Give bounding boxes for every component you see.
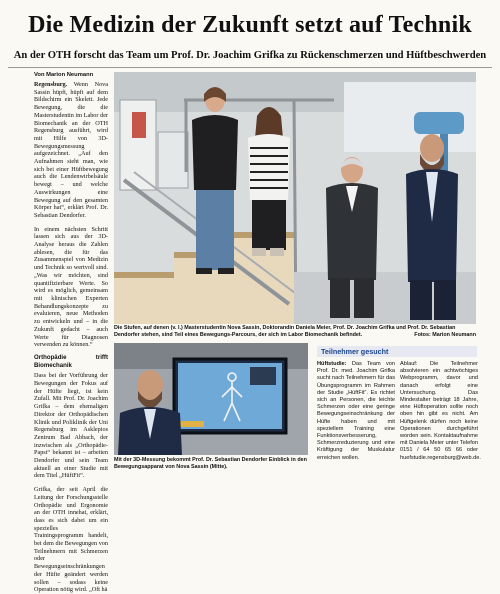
article-paragraph-3: Dass bei der Vorführung der Bewegungen der Fokus auf der Hüfte liegt, ist kein Zufall. Mit Prof. Dr. Joachim Grifka – dem ehemaligen Direktor der Orthopädischen Klinik und Poliklinik der Uni Regensburg im Asklepios Zentrum Bad Abbach, der inzwischen als „Orthopädie-Papst“ bekannt ist – arbeiten Dendorfer und sein Team aktuell an einer Studie mit dem Titel „HüftFit“. — [34, 372, 108, 480]
main-photo — [114, 72, 476, 324]
dateline: Regensburg. — [34, 81, 68, 88]
infobox-column-2 — [400, 361, 481, 462]
main-photo-image — [114, 72, 476, 324]
infobox-lead: Hüftstudie: — [317, 361, 347, 367]
infobox-col1-text: Das Team von Prof. Dr. med. Joachim Grifka sucht nach Teilnehmern für das Übungsprogramm im Rahmen der Studie „HüftFit“. Es richtet sich an Personen, die leichte Schmerzen oder eine geringe Bewegungseinschränkung der Hüfte haben und mit speziellem Training eine Funktionsverbesserung, Schmerzreduzierung und eine Kräftigung der Muskulatur erreichen wollen. — [317, 361, 395, 461]
main-photo-caption — [114, 325, 476, 338]
infobox-col2-text: Ablauf: Die Teilnehmer absolvieren ein achtwöchiges Webprogramm, davor und danach erfolgt eine Untersuchung. Das Mindestalter beträgt 18 Jahre, eine Hüftoperation sollte noch oben hin gibt es nicht. Am Hüftgelenk dürfen noch keine Operationen durchgeführt worden sein. Kontaktaufnahme mit Daniela Meier unter Telefon 0151 / 64 50 65 66 oder huefstudie.regensburg@web.de. — [400, 361, 481, 461]
article-paragraph-1 — [34, 81, 108, 220]
photo-credit: Fotos: Marion Neumann — [414, 331, 476, 338]
small-photo — [114, 343, 308, 455]
headline: Die Medizin der Zukunft setzt auf Technik — [28, 12, 472, 38]
subheadline: An der OTH forscht das Team um Prof. Dr. Joachim Grifka zu Rückenschmerzen und Hüftbeschwerden — [13, 50, 487, 61]
article-subtitle: Orthopädie trifft Biomechanik — [34, 353, 108, 369]
small-photo-caption: Mit der 3D-Messung bekommt Prof. Dr. Sebastian Dendorfer Einblick in den Bewegungsapparat von Nova Sassin (Mitte). — [114, 457, 307, 470]
small-photo-image — [114, 343, 308, 455]
article-paragraph-4: Grifka, der seit April die Leitung der Forschungsstelle Orthopädie und Ergonomie an der OTH innehat, erklärt, dass es sich dabei um ein spezielles Trainingsprogramm handelt, bei dem die Bewegungen von Teilnehmern mit Schmerzen oder Bewegungseinschränkungen der Hüfte geändert werden sollen – sodass keine Operation nötig wird. „Oft hä — [34, 486, 108, 594]
infobox-title: Teilnehmer gesucht — [317, 346, 477, 357]
article-left-column — [34, 81, 108, 594]
header-rule — [8, 67, 492, 68]
article-paragraph-2: In einem nächsten Schritt lassen sich aus der 3D-Analyse heraus die Zahlen ablesen, die für das Zusammenspiel von Medizin und Technik so wertvoll sind. „Was wir möchten, sind quantifizierbare Werte. So wird es möglich, gemeinsam mit klinischen Experten Behandlungskonzepte zu evaluieren, neue Methoden zu entwickeln und – in die Zukunft gedacht – auch Werte für Diagnosen verwenden zu können.“ — [34, 225, 108, 349]
byline: Von Marion Neumann — [34, 72, 94, 78]
infobox-paragraph-1 — [317, 361, 395, 462]
infobox-column-1 — [317, 361, 395, 462]
main-caption-text: Die Stufen, auf denen (v. l.) Masterstudentin Nova Sassin, Doktorandin Daniela Meier, Prof. Dr. Joachim Grifka und Prof. Dr. Sebastian Dendorfer stehen, sind Teil eines Bewegungs-Parcours, der sich im Labor Biomechanik befindet. — [114, 325, 456, 338]
paragraph-1-text: Wenn Nova Sassin hüpft, hüpft auf dem Bildschirm ein Skelett. Jede Bewegung, die die Masterstudentin im Labor der Biomechanik an der OTH Regensburg ausführt, wird mit Hilfe von 3D-Bewegungsmessung aufgezeichnet. „Auf den Aufnahmen sieht man, wie sich bei einer Hüftbewegung auch die Lendenwirbelsäule bewegt – und welche Auswirkungen eine Bewegung auf den gesamten Körper hat“, erklärt Prof. Dr. Sebastian Dendorfer. — [34, 81, 108, 219]
